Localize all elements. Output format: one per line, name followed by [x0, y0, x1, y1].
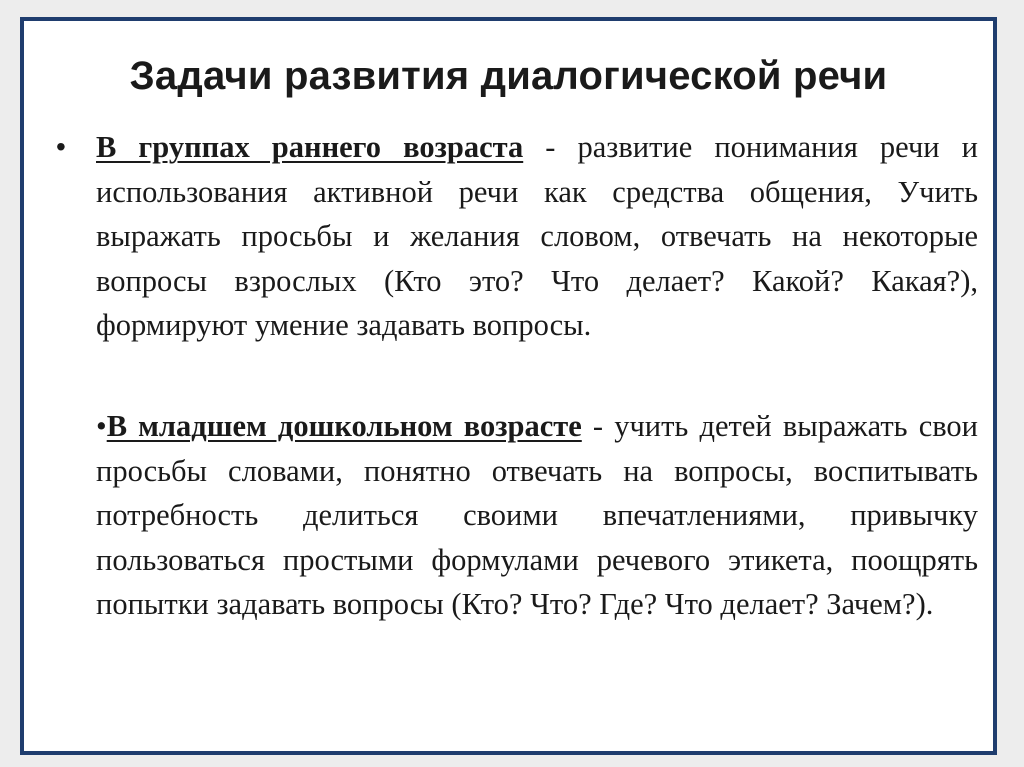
item-text: - развитие понимания речи и использования активной речи как средства общения, Учить выражать просьбы и желания словом, отвечать на некоторые вопросы взрослых (Кто это? Что делает? Какой? Какая?), формируют умение задавать вопросы. — [96, 130, 978, 342]
bullet-marker: • — [56, 131, 66, 162]
bullet-item-early-age — [56, 125, 978, 348]
item-heading: В группах раннего возраста — [96, 130, 524, 164]
bullet-marker: • — [96, 409, 107, 443]
item-text: - учить детей выражать свои просьбы словами, понятно отвечать на вопросы, воспитывать потребность делиться своими впечатлениями, привычку пользоваться простыми формулами речевого этикета, поощрять попытки задавать вопросы (Кто? Что? Где? Что делает? Зачем?). — [96, 409, 978, 621]
item-heading: В младшем дошкольном возрасте — [106, 409, 582, 443]
slide-title: Задачи развития диалогической речи — [129, 54, 888, 98]
slide-frame — [20, 17, 997, 755]
bullet-item-junior-preschool — [96, 404, 978, 627]
